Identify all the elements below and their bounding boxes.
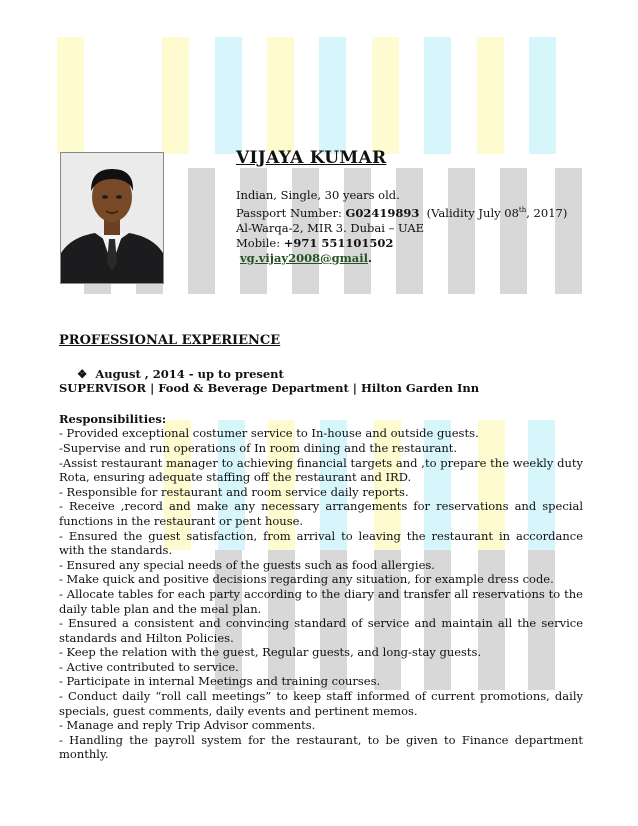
decorative-stripe bbox=[57, 37, 84, 154]
decorative-stripe bbox=[215, 37, 242, 154]
decorative-stripe bbox=[424, 37, 451, 154]
email-suffix: . bbox=[367, 250, 372, 265]
list-item: -Assist restaurant manager to achieving financial targets and ,to prepare the weekly duty Rota, ensuring adequate staffing off the restaurant and IRD. bbox=[59, 455, 583, 485]
professional-experience bbox=[59, 334, 583, 762]
diamond-bullet-icon: ❖ bbox=[77, 366, 88, 381]
list-item: - Conduct daily “roll call meetings” to keep staff informed of current promotions, daily specials, guest comments, daily events and pertinent memos. bbox=[59, 689, 583, 718]
job-title: SUPERVISOR | Food & Beverage Department | Hilton Garden Inn bbox=[59, 381, 480, 396]
responsibilities-title: Responsibilities: bbox=[59, 411, 167, 426]
list-item: - Responsible for restaurant and room service daily reports. bbox=[59, 484, 409, 499]
section-title: PROFESSIONAL EXPERIENCE bbox=[59, 333, 281, 348]
profile-photo bbox=[60, 152, 164, 284]
mobile-number: +971 551101502 bbox=[283, 235, 394, 250]
candidate-name: VIJAYA KUMAR bbox=[236, 148, 387, 168]
list-item: - Handling the payroll system for the restaurant, to be given to Finance department monthly. bbox=[59, 732, 583, 762]
validity-ordinal: th bbox=[518, 206, 527, 214]
decorative-stripe bbox=[477, 37, 504, 154]
job-period bbox=[59, 367, 583, 382]
list-item: - Allocate tables for each party according to the diary and transfer all reservations to the daily table plan and the meal plan. bbox=[59, 586, 583, 616]
address-line: Al-Warqa-2, MIR 3. Dubai – UAE bbox=[236, 220, 425, 235]
email-link[interactable]: vg.vijay2008@gmail bbox=[240, 250, 368, 265]
list-item: - Ensured the guest satisfaction, from arrival to leaving the restaurant in accordance with the standards. bbox=[59, 528, 583, 558]
email-line bbox=[236, 251, 616, 266]
list-item: - Make quick and positive decisions regarding any situation, for example dress code. bbox=[59, 572, 554, 587]
decorative-stripe bbox=[162, 37, 189, 154]
personal-info: Indian, Single, 30 years old. bbox=[236, 188, 400, 202]
list-item: - Participate in internal Meetings and training courses. bbox=[59, 674, 381, 689]
passport-validity: (Validity July 08 bbox=[419, 205, 519, 220]
responsibilities-list bbox=[59, 426, 583, 762]
decorative-stripe bbox=[372, 37, 399, 154]
list-item: - Keep the relation with the guest, Regular guests, and long-stay guests. bbox=[59, 645, 482, 660]
decorative-stripe bbox=[188, 168, 215, 294]
list-item: - Manage and reply Trip Advisor comments. bbox=[59, 718, 316, 733]
passport-label: Passport Number: bbox=[236, 205, 346, 220]
contact-header bbox=[236, 148, 616, 266]
list-item: - Active contributed to service. bbox=[59, 659, 239, 674]
decorative-stripe bbox=[529, 37, 556, 154]
decorative-stripe bbox=[319, 37, 346, 154]
decorative-stripe bbox=[267, 37, 294, 154]
list-item: - Ensured a consistent and convincing standard of service and maintain all the service standards and Hilton Policies. bbox=[59, 616, 583, 645]
list-item: - Receive ,record and make any necessary arrangements for reservations and special functions in the restaurant or pent house. bbox=[59, 499, 583, 528]
list-item: - Provided exceptional costumer service to In-house and outside guests. bbox=[59, 426, 479, 441]
job-period-text: August , 2014 - up to present bbox=[95, 366, 284, 381]
list-item: - Ensured any special needs of the guests such as food allergies. bbox=[59, 557, 435, 572]
passport-validity-year: , 2017) bbox=[526, 205, 568, 220]
passport-number: G02419893 bbox=[345, 205, 420, 220]
list-item: -Supervise and run operations of In room dining and the restaurant. bbox=[59, 440, 458, 455]
person-portrait-icon bbox=[61, 153, 163, 283]
mobile-line bbox=[236, 236, 616, 251]
passport-line bbox=[236, 203, 616, 221]
mobile-label: Mobile: bbox=[236, 235, 284, 250]
